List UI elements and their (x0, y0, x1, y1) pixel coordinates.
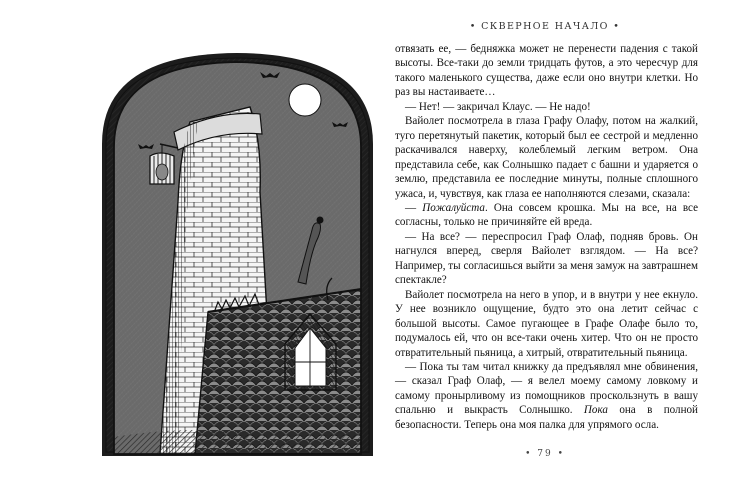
emphasis-text: Пока (583, 404, 608, 417)
text-run: . Она совсем крошка. Мы на все, на все согласны, только не причиняйте ей вреда. (395, 201, 698, 229)
running-header: • СКВЕРНОЕ НАЧАЛО • (469, 21, 621, 32)
text-run: Вайолет посмотрела на него в упор, и в внутри у нее екнуло. У нее возникло ощущение, будто это она летит сейчас с большой высоты. Самое пугающее в Графе Олафе было то, подумалось ей, что он все-таки очень хитер. Что он не просто отвратительный пьяница, а хитрый, отвратительный пьяница. (395, 288, 698, 359)
body-text (395, 42, 698, 432)
text-run: Вайолет посмотрела в глаза Графу Олафу, потом на жалкий, туго перетянутый пакетик, который был ее сестрой и медленно раскачивался наверху, колеблемый легким ветром. Она представила себе, как Солнышко падает с башни и ударяется о землю, представила ее последние минуты, полные сплошного ужаса, и, чувствуя, как глаза ее наполняются слезами, сказала: (395, 115, 698, 200)
paragraph-p1 (395, 42, 698, 100)
text-run: — Пока ты там читал книжку да предъявлял мне обвинения, — сказал Граф Олаф, — я велел моему самому ловкому и самому пронырливому из помощников проскользнуть в вашу спальню и выкрасть Солнышко. (395, 360, 698, 417)
paragraph-p7 (395, 360, 698, 432)
text-run: — Нет! — закричал Клаус. — Не надо! (405, 100, 591, 113)
page-number: • 79 • (525, 449, 565, 459)
tower-illustration (100, 52, 375, 457)
paragraph-p3 (395, 114, 698, 201)
paragraph-p5 (395, 230, 698, 288)
text-run: отвязать ее, — бедняжка может не перенести падения с такой высоты. Все-таки до земли тридцать футов, а это чересчур для такого маленького существа, даже если оно внутри клетки. Но раз вы настаиваете… (395, 43, 698, 99)
text-run: она в полной безопасности. Теперь она моя палка для упрямого осла. (395, 404, 698, 431)
paragraph-p2 (395, 100, 698, 114)
text-run: — На все? — переспросил Граф Олаф, подняв бровь. Он нагнулся вперед, сверля Вайолет взглядом. — На все? Например, ты согласишься выйти за меня замуж на завтрашнем спектакле? (395, 230, 698, 287)
text-run: — (405, 201, 423, 214)
emphasis-text: Пожалуйста (422, 201, 485, 214)
paragraph-p4 (395, 201, 698, 230)
paragraph-p6 (395, 288, 698, 360)
